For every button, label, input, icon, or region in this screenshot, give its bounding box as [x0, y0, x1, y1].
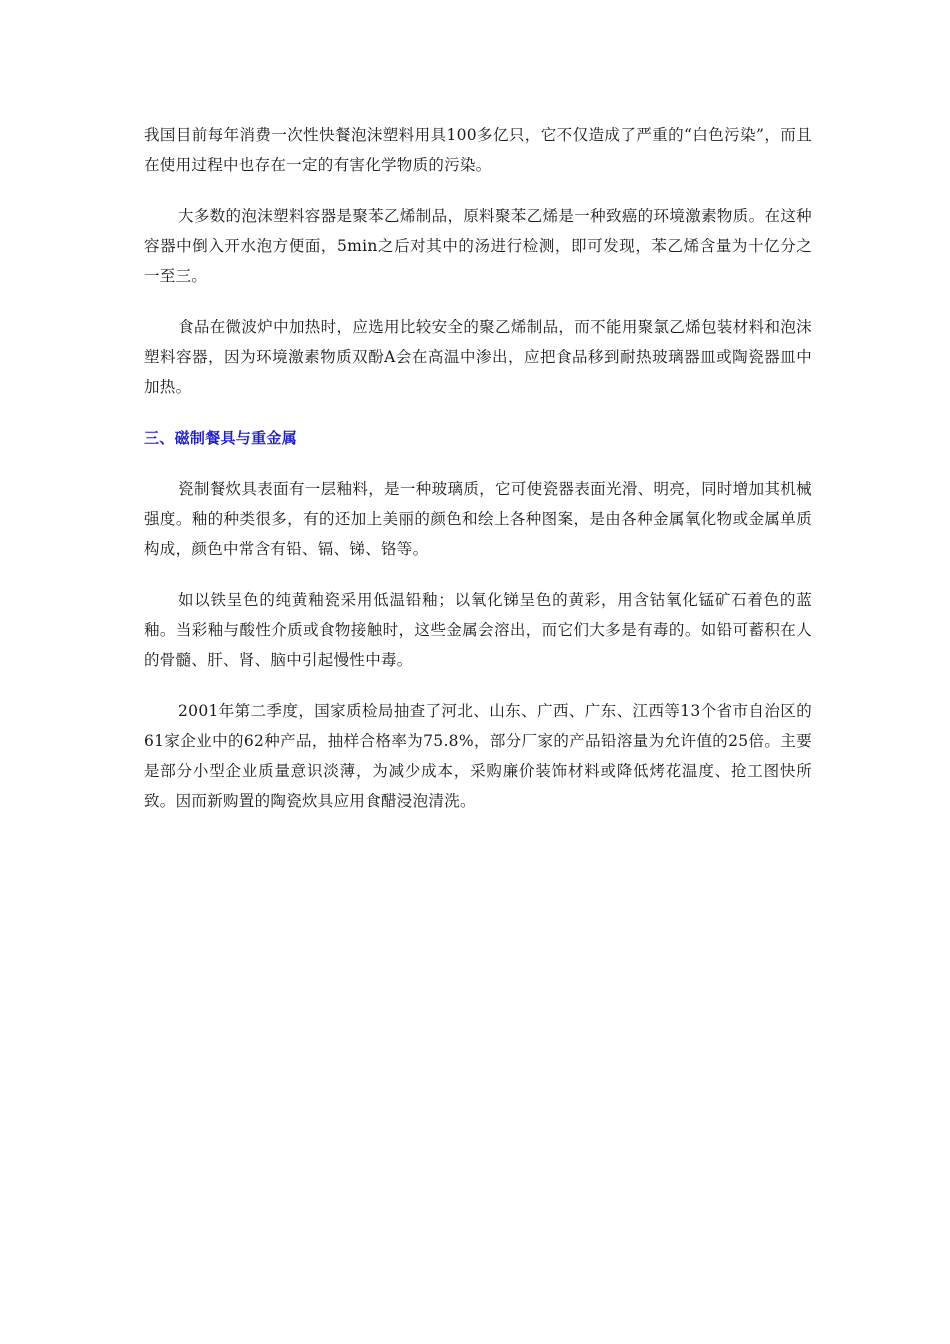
section-heading: 三、磁制餐具与重金属 — [144, 429, 298, 447]
paragraph-microwave: 食品在微波炉中加热时，应选用比较安全的聚乙烯制品，而不能用聚氯乙烯包装材料和泡沫塑料容器，因为环境激素物质双酚A会在高温中渗出，应把食品移到耐热玻璃器皿或陶瓷器皿中加热。 — [144, 318, 812, 396]
paragraph-glaze: 瓷制餐炊具表面有一层釉料，是一种玻璃质，它可使瓷器表面光滑、明亮，同时增加其机械强度。釉的种类很多，有的还加上美丽的颜色和绘上各种图案，是由各种金属氧化物或金属单质构成，颜色中常含有铅、镉、锑、铬等。 — [144, 480, 812, 558]
document-body — [144, 120, 812, 837]
paragraph-inspection: 2001年第二季度，国家质检局抽查了河北、山东、广西、广东、江西等13个省市自治区的61家企业中的62种产品，抽样合格率为75.8%，部分厂家的产品铅溶量为允许值的25倍。主要是部分小型企业质量意识淡薄，为减少成本，采购廉价装饰材料或降低烤花温度、抢工图快所致。因而新购置的陶瓷炊具应用食醋浸泡清洗。 — [144, 702, 812, 810]
paragraph-lead-glaze: 如以铁呈色的纯黄釉瓷采用低温铅釉；以氧化锑呈色的黄彩，用含钴氧化锰矿石着色的蓝釉。当彩釉与酸性介质或食物接触时，这些金属会溶出，而它们大多是有毒的。如铅可蓄积在人的骨髓、肝、肾、脑中引起慢性中毒。 — [144, 591, 812, 669]
paragraph-polystyrene: 大多数的泡沫塑料容器是聚苯乙烯制品，原料聚苯乙烯是一种致癌的环境激素物质。在这种容器中倒入开水泡方便面，5min之后对其中的汤进行检测，即可发现，苯乙烯含量为十亿分之一至三。 — [144, 207, 812, 285]
paragraph-foam-plastic-consumption: 我国目前每年消费一次性快餐泡沫塑料用具100多亿只，它不仅造成了严重的“白色污染”，而且在使用过程中也存在一定的有害化学物质的污染。 — [144, 126, 812, 174]
